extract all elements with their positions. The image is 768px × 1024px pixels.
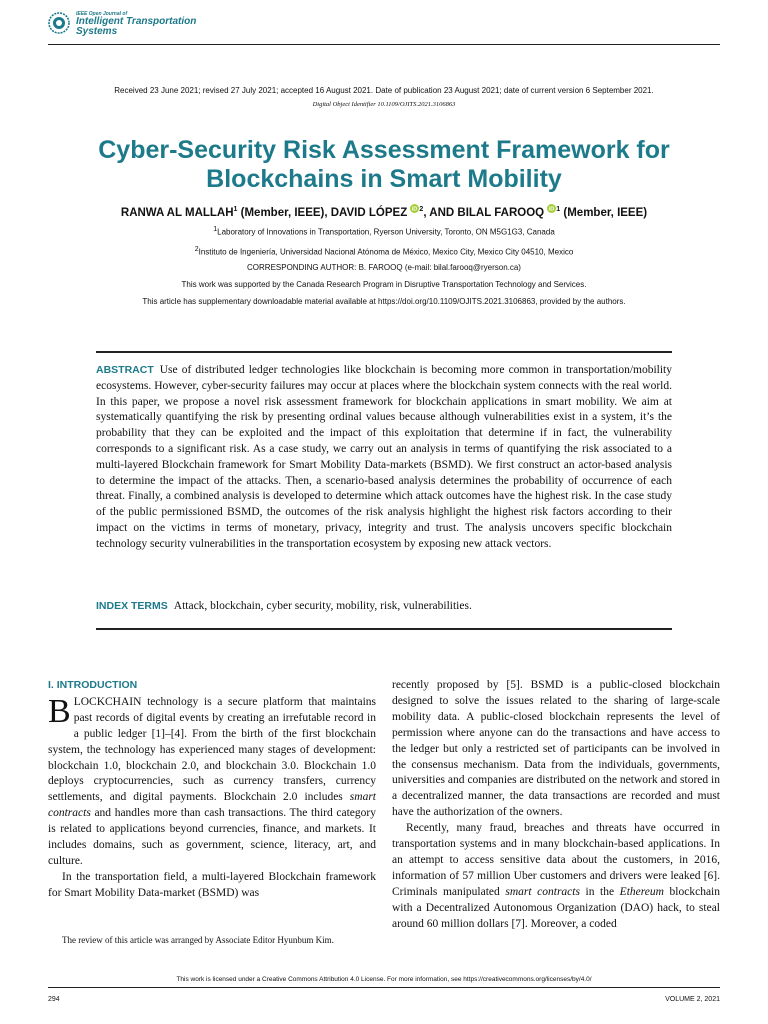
author-2-tail: , AND BILAL FAROOQ <box>423 207 545 219</box>
intro-p1-text: LOCKCHAIN technology is a secure platform that maintains past records of digital events by creating an irrefutable record in a public ledger [1]–[4]. From the birth of the first blockchain system, the technology has experienced many stages of development: blockchain 1.0, blockchain 2.0, and blockchain 3.0. Blockchain 1.0 deploys cryptocurrencies, such as currency transfers, currency settlements, and digital payments. Blockchain 2.0 includes <box>48 695 376 804</box>
publication-dates: Received 23 June 2021; revised 27 July 2021; accepted 16 August 2021. Date of publication 23 August 2021; date of current version 6 September 2021. <box>114 86 654 95</box>
author-3-affiliation: 1 <box>556 206 561 214</box>
intro-paragraph-4 <box>392 821 720 932</box>
affiliation-1-text: Laboratory of Innovations in Transportation, Ryerson University, Toronto, ON M5G1G3, Canada <box>217 227 555 237</box>
affiliation-2 <box>0 246 768 257</box>
abstract-top-divider <box>96 351 672 353</box>
intro-p1-end: and handles more than cash transactions. The third category is related to applications beyond currencies, finance, and markets. It includes domains, such as government, science, literacy, art, and culture. <box>48 807 376 867</box>
intro-p4-text-c: blockchain with a Decentralized Autonomous Organization (DAO) hack, to steal around 60 million dollars [7]. Moreover, a coded <box>392 885 720 930</box>
doi-line: Digital Object Identifier 10.1109/OJITS.2021.3106863 <box>312 101 456 108</box>
affiliation-1 <box>0 226 768 237</box>
corresponding-author: CORRESPONDING AUTHOR: B. FAROOQ (e-mail: bilal.farooq@ryerson.ca) <box>247 263 521 272</box>
intro-p4-text-b: in the <box>579 885 620 898</box>
intro-p4-text-a: Recently, many fraud, breaches and threats have occurred in transportation systems and in many blockchain-based applications. In an attempt to access sensitive data about the customers, in 2016, information of 57 million Uber customers and drivers were leaked [6]. Criminals manipulated <box>392 822 720 898</box>
affiliation-2-marker: 2 <box>194 246 199 253</box>
right-column <box>392 678 720 933</box>
section-heading: I. INTRODUCTION <box>48 679 138 691</box>
author-2-affiliation: 2 <box>419 206 424 214</box>
abstract <box>96 363 672 553</box>
journal-name-line1: Intelligent Transportation <box>76 16 197 27</box>
intro-p1-emphasis: smart contracts <box>48 791 376 820</box>
orcid-icon[interactable] <box>547 204 556 213</box>
abstract-bottom-divider <box>96 628 672 630</box>
author-1: RANWA AL MALLAH <box>120 207 234 219</box>
author-list <box>0 204 768 219</box>
index-terms-text: Attack, blockchain, cyber security, mobility, risk, vulnerabilities. <box>173 600 472 612</box>
journal-name <box>76 12 196 37</box>
journal-logo-icon <box>48 12 70 34</box>
header-divider <box>48 44 720 45</box>
affiliation-1-marker: 1 <box>213 226 218 233</box>
title-line-2: Blockchains in Smart Mobility <box>206 165 562 193</box>
svg-text:iD: iD <box>549 206 555 213</box>
index-terms <box>96 600 672 612</box>
title-line-1: Cyber-Security Risk Assessment Framework for <box>98 136 670 164</box>
journal-small-label: IEEE Open Journal of <box>76 11 128 17</box>
funding-note: This work was supported by the Canada Research Program in Disruptive Transportation Technology and Services. <box>181 280 587 289</box>
index-terms-label: INDEX TERMS <box>96 600 168 612</box>
abstract-label: ABSTRACT <box>96 364 154 376</box>
author-1-affiliation: 1 <box>233 206 238 214</box>
journal-name-line2: Systems <box>76 26 118 37</box>
footer-divider <box>48 987 720 988</box>
intro-p4-emphasis-2: Ethereum <box>619 885 664 898</box>
abstract-text: Use of distributed ledger technologies like blockchain is becoming more common in transportation/mobility ecosystems. However, cyber-security failures may occur at places where the blockchain system connects with the real world. In this paper, we propose a novel risk assessment framework for blockchain applications in smart mobility. We aim at systematically quantifying the risk by presenting ordinal values because although vulnerabilities exist in a system, it’s the probability that they can be exploited and the impact of this exploitation that determine if in fact, the vulnerability corresponds to a significant risk. As a case study, we carry out an analysis in terms of quantifying the risk associated to a multi-layered Blockchain framework for Smart Mobility Data-markets (BSMD). We first construct an actor-based analysis to determine the impact of the attacks. Then, a scenario-based analysis determines the probability of occurrence of each threat. Finally, a combined analysis is developed to determine which attack outcomes have the highest risk. In the case study of the public permissioned BSMD, the outcomes of the risk analysis highlight the highest risk factors according to their impact on the victims in terms of monetary, privacy, integrity and trust. The analysis uncovers specific blockchain technology security vulnerabilities in the transportation ecosystem by exposing new attack vectors. <box>96 364 672 550</box>
license-note: This work is licensed under a Creative Commons Attribution 4.0 License. For more information, see https://creativecommons.org/licenses/by/4.0/ <box>176 976 592 983</box>
editor-footnote: The review of this article was arranged by Associate Editor Hyunbum Kim. <box>62 935 334 945</box>
intro-paragraph-3: recently proposed by [5]. BSMD is a public-closed blockchain designed to solve the issues related to the sharing of large-scale mobility data. A public-closed blockchain represents the level of permission where anyone can do the transactions and have access to the ledger but only a restricted set of participants can be involved in the consensus mechanism. Data from the individuals, governments, universities and companies are distributed on the network and stored in a decentralized manner, the data transactions are recorded and must have the authorization of the owners. <box>392 679 720 819</box>
paper-title <box>40 136 728 194</box>
drop-cap: B <box>48 692 71 730</box>
author-1-role: (Member, IEEE), DAVID LÓPEZ <box>237 207 408 219</box>
supplementary-note: This article has supplementary downloadable material available at https://doi.org/10.1109/OJITS.2021.3106863, provided by the authors. <box>142 297 626 306</box>
affiliation-2-text: Instituto de Ingeniería, Universidad Nacional Atónoma de México, Mexico City, Mexico City 04510, Mexico <box>198 247 574 257</box>
left-column <box>48 678 376 902</box>
svg-text:iD: iD <box>412 206 418 213</box>
intro-paragraph-2: In the transportation field, a multi-layered Blockchain framework for Smart Mobility Data-market (BSMD) was <box>48 870 376 899</box>
volume-label: VOLUME 2, 2021 <box>665 996 720 1003</box>
author-3-role: (Member, IEEE) <box>560 207 648 219</box>
intro-p4-emphasis-1: smart contracts <box>505 885 580 898</box>
intro-paragraph-1 <box>48 692 376 870</box>
page-number: 294 <box>48 996 60 1003</box>
